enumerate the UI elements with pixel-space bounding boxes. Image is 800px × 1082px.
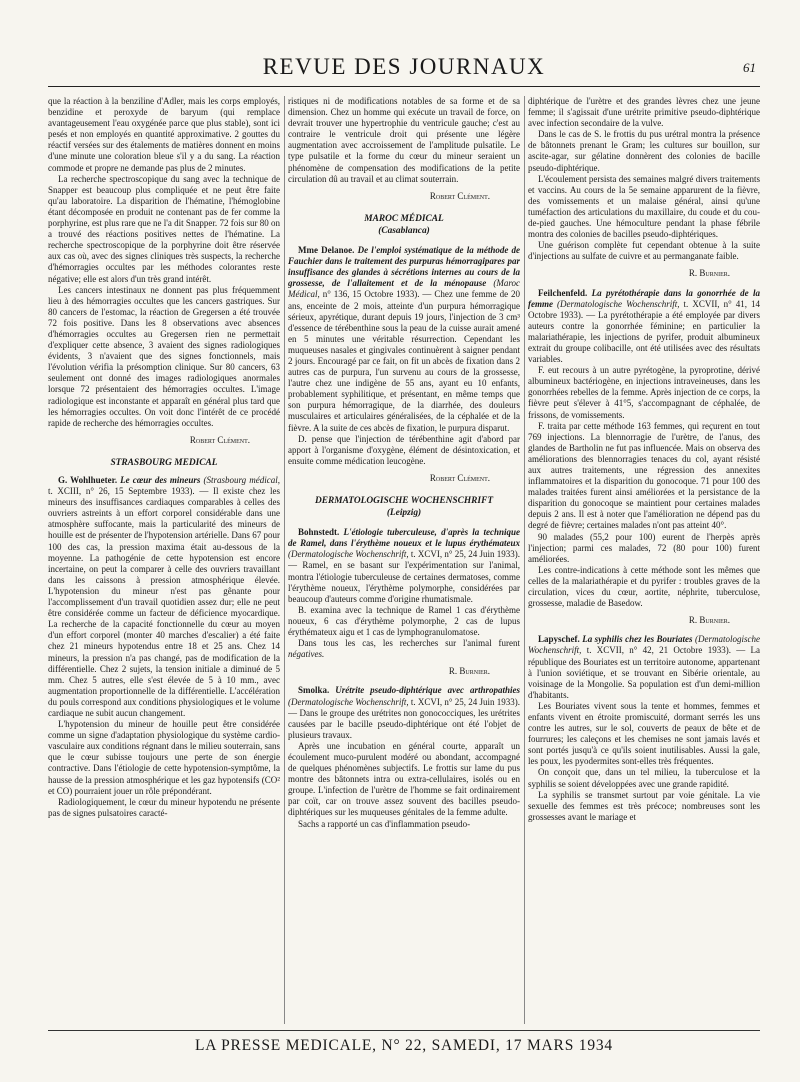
paragraph: Dans le cas de S. le frottis du pus urétral montra la présence de bâtonnets prenant le Gram; les cultures sur bouillon, sur ascite-agar, sur gélatine donnèrent des colonies de bacille pseudo-diphtérique.	[528, 129, 760, 173]
paragraph: que la réaction à la benziline d'Adler, mais les corps employés, benzidine et peroxyde de baryum (qui remplace avantageusement l'eau oxygénée parce que plus stable), sont ici pesés et non employés en quantité approximative. 2 gouttes du réactif versées sur des étalements de matières donnent en moins d'une minute une coloration bleue s'il y a du sang. La réaction commode et propre ne demande pas plus de 2 minutes.	[48, 96, 280, 173]
paragraph	[288, 638, 520, 660]
paragraph: F. traita par cette méthode 163 femmes, qui reçurent en tout 769 injections. La blennorragie de l'urètre, de l'anus, des glandes de Bartholin ne fut pas influencée. Mais on observa des améliorations des blennorragies tenaces du col, ayant résisté aux autres traitements, une régression des annexites inflammatoires et la disparition du gonocoque. 71 pour 100 des malades traitées furent ainsi améliorées et la persistance de la disparition du gonocoque se maintient pour certaines malades depuis 2 ans. Il est à noter que l'amélioration ne dépend pas du degré de fièvre; certaines malades n'ont pas atteint 40°.	[528, 420, 760, 531]
paragraph: Une guérison complète fut cependant obtenue à la suite d'injections au sulfate de cuivre et au permanganate faible.	[528, 240, 760, 262]
column-divider	[284, 96, 285, 1024]
emphasis-text: négatives.	[288, 649, 325, 660]
section-subheading: (Casablanca)	[378, 225, 430, 236]
article-title: La syphilis chez les Bouriates	[582, 634, 693, 645]
paragraph: L'hypotension du mineur de houille peut être considérée comme un signe d'adaptation physiologique du système cardio-vasculaire aux conditions régnant dans le milieu souterrain, sans que le cœur subisse toujours une perte de son énergie contractive. Dans l'étiologie de cette hypotension-symptôme, la hausse de la pression atmosphérique et les gaz hypotensifs (CO² et CO) pourraient jouer un rôle prépondérant.	[48, 719, 280, 796]
article-reference: t. XCVI, n° 25, 24 Juin 1933).	[410, 696, 520, 707]
article	[288, 685, 520, 740]
article-reference: t. XCVII, n° 42, 21 Octobre 1933).	[586, 645, 731, 656]
article-title: Le cœur des mineurs	[120, 475, 201, 485]
article-source: (Strasbourg médical,	[203, 475, 280, 485]
paragraph: Radiologiquement, le cœur du mineur hypotendu ne présente pas de signes pulsatoires caracté-	[48, 796, 280, 818]
signature: R. Burnier.	[688, 268, 730, 279]
article-body: — La pyrétothérapie a été employée par divers auteurs contre la gonorrhée féminine; en particulier la malariathérapie, les injections de pyrifer, produit albumineux extrait du groupe colibacille, ont été utilisées avec des résultats variables.	[528, 309, 760, 365]
article-source: (Dermatologische Wochenschrift,	[557, 298, 680, 309]
article-source: (Dermatologische Wochenschrift,	[528, 634, 760, 656]
paragraph: L'écoulement persista des semaines malgré divers traitements et vaccins. Au cours de la 5e semaine apparurent de la fièvre, des vomissements et un malaise général, ainsi qu'une tuméfaction des articulations du maxillaire, du coude et du cou-de-pied gauches. Une hémoculture pendant la phase fébrile montra des colonies de bacilles pseudo-diphtériques.	[528, 173, 760, 240]
article-title: Urétrite pseudo-diphtérique avec arthropathies	[335, 685, 520, 696]
paragraph: D. pense que l'injection de térébenthine agit d'abord par apport à l'organisme d'oxygène, élément de désintoxication, et ensuite comme médication leucogène.	[288, 433, 520, 466]
article	[528, 634, 760, 701]
paragraph: La recherche spectroscopique du sang avec la technique de Snapper est beaucoup plus compliquée et ne peut être faite qu'au laboratoire. La disparition de l'hématine, l'hémoglobine étant décomposée en produit ne contenant pas de fer comme la porphyrine, est plus rare que ne l'a dit Snapper. 72 fois sur 80 on a trouvé des réactions positives nettes de l'hématine. La recherche spectroscopique de la porphyrine doit être réservée aux cas où, avec des signes cliniques très suspects, la recherche d'hémorragies occultes par les méthodes colorantes reste négative; elle est alors d'un très grand intérêt.	[48, 173, 280, 284]
article-reference: n° 136, 15 Octobre 1933).	[322, 289, 420, 300]
article	[528, 288, 760, 366]
article-body: — Dans le groupe des urétrites non gonococciques, les urétrites causées par le bacille pseudo-diphtérique ont été l'objet de plusieurs travaux.	[288, 707, 520, 740]
column-3	[528, 96, 760, 1020]
article-author: Lapyschef.	[538, 634, 580, 645]
page-footer	[48, 1030, 760, 1061]
article-author: Smolka.	[298, 685, 330, 696]
signature: Robert Clément.	[429, 472, 490, 483]
article-reference: t. XCVII, n° 41, 14 Octobre 1933).	[528, 298, 760, 320]
article	[288, 245, 520, 434]
article	[288, 527, 520, 605]
paragraph: Les cancers intestinaux ne donnent pas plus fréquemment lieu à des hémorragies occultes que les cancers gastriques. Sur 80 cancers de l'estomac, la réaction de Gregersen a été trouvée 72 fois positive. Dans les 8 observations avec absences d'hémorragies occultes au Gregersen rien ne permettait d'expliquer cette absence, 3 avaient des signes radiologiques évidents, 3 n'avaient que des signes fonctionnels, mais l'évolution vérifia la présomption clinique. Sur 80 cancers, 63 seulement ont donné des images radiologiques anormales lorsque 72 présentaient des hémorragies occultes. L'image radiologique est inconstante et apparaît en général plus tard que les hémorragies occultes. On voit donc l'intérêt de ce procédé rapide de recherche des hémorragies occultes.	[48, 284, 280, 428]
article	[48, 475, 280, 719]
column-2	[288, 96, 520, 1020]
article-source: (Maroc Médical,	[288, 278, 520, 300]
paragraph-text: Dans tous les cas, les recherches sur l'animal furent	[298, 638, 520, 649]
section-heading: STRASBOURG MEDICAL	[110, 457, 218, 468]
article-title: De l'emploi systématique de la méthode de Fauchier dans le traitement des purpuras hémorragipares par insuffisance des glandes à sécrétions internes au cours de la grossesse, de l'allaitement et de la ménopause	[288, 245, 520, 289]
journal-section-title: REVUE DES JOURNAUX	[262, 54, 546, 79]
article-author: G. Wohlhueter.	[58, 475, 118, 485]
paragraph: diphtérique de l'urètre et des grandes lèvres chez une jeune femme; il s'agissait d'une urétrite primitive pseudo-diphtérique avec infection secondaire de la vulve.	[528, 96, 760, 129]
article-body: — La république des Bouriates est un territoire autonome, appartenant à l'union soviétique, et se trouvant en Sibérie orientale, au voisinage de la Mongolie. Sa population est d'un demi-million d'habitants.	[528, 645, 760, 700]
paragraph: On conçoit que, dans un tel milieu, la tuberculose et la syphilis se soient développées avec une grande rapidité.	[528, 767, 760, 789]
article-reference: t. XCIII, n° 26, 15 Septembre 1933).	[48, 486, 195, 497]
page-number: 61	[743, 60, 756, 75]
paragraph: ristiques ni de modifications notables de sa forme et de sa dimension. Chez un homme qui exécute un travail de force, on devrait trouver une hypertrophie du ventricule gauche; c'est au contraire le ventricule droit qui présente une légère augmentation avec accroissement de l'amplitude pulsatile. Le type pulsatile et la forme du cœur du mineur seraient un phénomène de compensation des modifications de la petite circulation dû au travail et au climat souterrain.	[288, 96, 520, 184]
paragraph: Les contre-indications à cette méthode sont les mêmes que celles de la malariathérapie et du pyrifer : troubles graves de la circulation, vices du cœur, aortite, néphrite, tuberculose, grossesse, maladie de Basedow.	[528, 564, 760, 609]
publication-line: LA PRESSE MEDICALE, N° 22, SAMEDI, 17 MARS 1934	[195, 1037, 613, 1054]
paragraph: F. eut recours à un autre pyrétogène, la pyroprotine, dérivé albumineux bactériogène, en injections intraveineuses, dans les gonorrhées rebelles de la femme. Après injection de ce corps, la fièvre peut s'élever à 41°5, s'accompagnant de céphalée, de frissons, de vomissements.	[528, 365, 760, 420]
column-divider	[524, 96, 525, 1024]
section-heading: DERMATOLOGISCHE WOCHENSCHRIFT	[314, 496, 494, 506]
signature: Robert Clément.	[189, 434, 250, 445]
paragraph: Les Bouriates vivent sous la tente et hommes, femmes et enfants vivent en étroite promiscuité, dormant serrés les uns contre les autres, sur le sol, couverts de peaux de bête et de fourrures; les caleçons et les chemises ne sont jamais lavés et sont portés jusqu'à ce qu'ils soient inutilisables. Aussi la gale, les poux, les pyodermites sont-elles très fréquentes.	[528, 700, 760, 767]
article-body: — Il existe chez les mineurs des insuffisances cardiaques comparables à celles des ouvriers astreints à un effort corporel considérable dans une atmosphère suffocante, mais la particularité des mineurs de houille est de présenter de l'hypotension artérielle. Dans 67 pour 100 des cas, la pression maxima était au-dessous de la moyenne. La pathogénie de cette hypotension est encore incertaine, on peut la comparer à celle des ouvriers travaillant dans les caissons à pression atmosphérique élevée. L'hypotension du mineur n'est pas gênante pour l'accomplissement d'un travail quotidien assez dur; elle ne peut être considérée comme un facteur de déficience myocardique. La recherche de la capacité fonctionnelle du cœur au moyen d'un effort corporel (monter 40 marches d'escalier) a été faite chez 21 mineurs hypotendus entre 18 et 25 ans. Chez 14 mineurs, la pression n'a pas changé, pas de modification de la différentielle. Chez 2 sujets, la tension initiale a diminué de 5 mm. Chez 5 autres, elle s'est élevée de 5 à 10 mm., avec augmentation proportionnelle de la différentielle. L'accélération du pouls correspond aux conditions physiologiques et le volume cardiaque ne subit aucun changement.	[48, 486, 280, 718]
paragraph: Après une incubation en général courte, apparaît un écoulement muco-purulent modéré ou abondant, accompagné de quelques phénomènes subjectifs. Le frottis sur lame du pus montre des bâtonnets intra ou extra-cellulaires, isolés ou en groupe. L'infection de l'urètre de l'homme se fait ordinairement par coït, car on trouve assez souvent des bacilles pseudo-diphtériques sur les muqueuses génitales de la femme adulte.	[288, 740, 520, 818]
article-title: La pyrétothérapie dans la gonorrhée de la femme	[528, 287, 760, 309]
page-header	[48, 50, 760, 87]
article-body: — Chez une femme de 20 ans, enceinte de 2 mois, atteinte d'un purpura hémorragique sérieux, apyrétique, durant depuis 19 jours, l'injection de 3 cm³ d'essence de térébenthine sous la peau de la cuisse aurait amené en 5 minutes une véritable résurrection. Cependant les muqueuses nasales et gingivales continuèrent à saigner pendant 2 jours. Encouragé par ce fait, on fit un abcès de fixation dans 2 autres cas de purpura, l'un survenu au cours de la grossesse, l'autre chez une indigène de 55 ans, ayant eu 10 enfants, probablement syphilitique, et présentant, en même temps que son purpura hémorragique, de la diarrhée, des douleurs musculaires et articulaires généralisées, de la céphalée et de la fièvre. A la suite de ces abcès de fixation, le purpura disparut.	[288, 289, 520, 433]
paragraph: Sachs a rapporté un cas d'inflammation pseudo-	[298, 818, 471, 829]
article-body: — Ramel, en se basant sur l'expérimentation sur l'animal, montra l'étiologie tuberculeuse de certaines dermatoses, comme l'érythème noueux, l'érythème polymorphe, considérées par beaucoup d'auteurs comme d'origine rhumatismale.	[288, 560, 520, 604]
signature: Robert Clément.	[429, 190, 490, 201]
article-title: L'étiologie tuberculeuse, d'après la technique de Ramel, dans l'érythème noueux et le lupus érythémateux	[288, 527, 520, 549]
paragraph: La syphilis se transmet surtout par voie génitale. La vie sexuelle des femmes est très précoce; nombreuses sont les grossesses avant le mariage et	[528, 789, 760, 822]
article-author: Bohnstedt.	[298, 527, 340, 538]
paragraph: B. examina avec la technique de Ramel 1 cas d'érythème noueux, 6 cas d'érythème polymorphe, 2 cas de lupus érythémateux aigu et 1 cas de lymphogranulomatose.	[288, 604, 520, 638]
signature: R. Burnier.	[688, 615, 730, 626]
article-source: (Dermatologische Wochenschrift,	[288, 549, 409, 560]
article-author: Mme Delanoe.	[298, 245, 355, 256]
article-reference: t. XCVI, n° 25, 24 Juin 1933).	[410, 549, 520, 560]
signature: R. Burnier.	[448, 666, 490, 677]
paragraph: 90 malades (55,2 pour 100) eurent de l'herpès après l'injection; parmi ces malades, 72 (80 pour 100) furent améliorées.	[528, 531, 760, 564]
column-1	[48, 96, 280, 1020]
article-source: (Dermatologische Wochenschrift,	[288, 696, 409, 707]
article-author: Feilchenfeld.	[538, 287, 588, 298]
section-subheading: (Leipzig)	[386, 508, 422, 519]
section-heading: MAROC MÉDICAL	[364, 213, 444, 224]
